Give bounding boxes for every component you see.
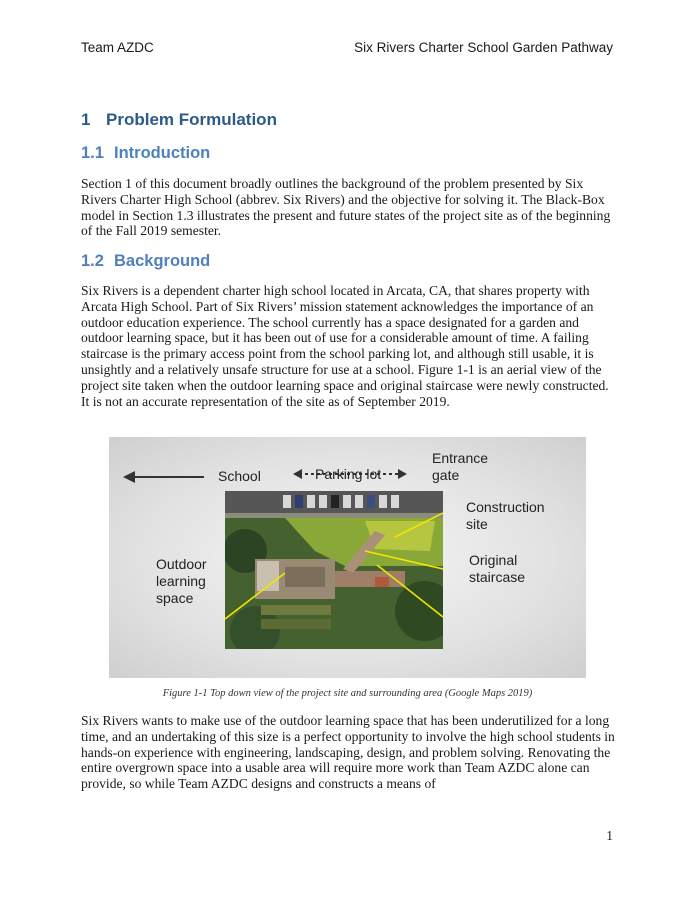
aerial-photo xyxy=(225,491,443,649)
label-outdoor-learning-space: Outdoor learning space xyxy=(156,556,207,606)
subsection-heading-introduction xyxy=(81,144,210,163)
introduction-paragraph: Section 1 of this document broadly outlines the background of the problem presented by Six Rivers Charter High School (abbrev. Six Rivers) and the objective for solving it. The Black-Box model in Section 1.3 illustrates the present and future states of the project site as of the beginning of the Fall 2019 semester. xyxy=(81,176,611,239)
aerial-site-figure xyxy=(109,437,586,678)
label-original-staircase: Original staircase xyxy=(469,552,526,585)
figure-caption: Figure 1-1 Top down view of the project site and surrounding area (Google Maps 2019) xyxy=(162,688,533,699)
school-arrow-head xyxy=(123,471,135,483)
section-title: Problem Formulation xyxy=(106,110,277,129)
parking-lot-arrow-right-head xyxy=(398,469,407,479)
background-paragraph-1: Six Rivers is a dependent charter high school located in Arcata, CA, that shares property with Arcata High School. Part of Six Rivers’ mission statement acknowledges the importance of an outdoor education experience. The school currently has a space designated for a garden and outdoor learning space, but it has been out of use for a considerable amount of time. A failing staircase is the primary access point from the school parking lot, and although still usable, it is unsightly and a relatively unsafe structure for use at a school. Figure 1-1 is an aerial view of the project site taken when the outdoor learning space and original staircase were newly constructed. It is not an accurate representation of the site as of September 2019. xyxy=(81,283,609,409)
section-heading xyxy=(81,110,277,130)
label-parking-lot: Parking lot xyxy=(315,466,382,482)
subsection-heading-background xyxy=(81,252,210,271)
background-paragraph-2: Six Rivers wants to make use of the outdoor learning space that has been underutilized for a long time, and an undertaking of this size is a perfect opportunity to involve the high school students in hands-on experience with engineering, landscaping, design, and problem solving. Renovating the entire overgrown space into a usable area will require more work than Team AZDC alone can provide, so while Team AZDC designs and constructs a means of xyxy=(81,713,615,792)
subsection-number: 1.1 xyxy=(81,144,104,162)
section-number: 1 xyxy=(81,110,91,129)
page-header xyxy=(81,40,613,60)
label-construction-site: Construction site xyxy=(466,499,545,532)
parking-lot-arrow-left-head xyxy=(293,469,302,479)
subsection-title: Background xyxy=(114,252,211,270)
label-entrance-gate: Entrance gate xyxy=(432,450,489,483)
header-document-title: Six Rivers Charter School Garden Pathway xyxy=(354,40,613,55)
label-school: School xyxy=(218,468,261,484)
aerial-photo-drawing xyxy=(225,491,443,649)
subsection-number: 1.2 xyxy=(81,252,104,270)
header-team-name: Team AZDC xyxy=(81,40,154,55)
subsection-title: Introduction xyxy=(114,144,211,162)
page-number: 1 xyxy=(606,828,613,843)
